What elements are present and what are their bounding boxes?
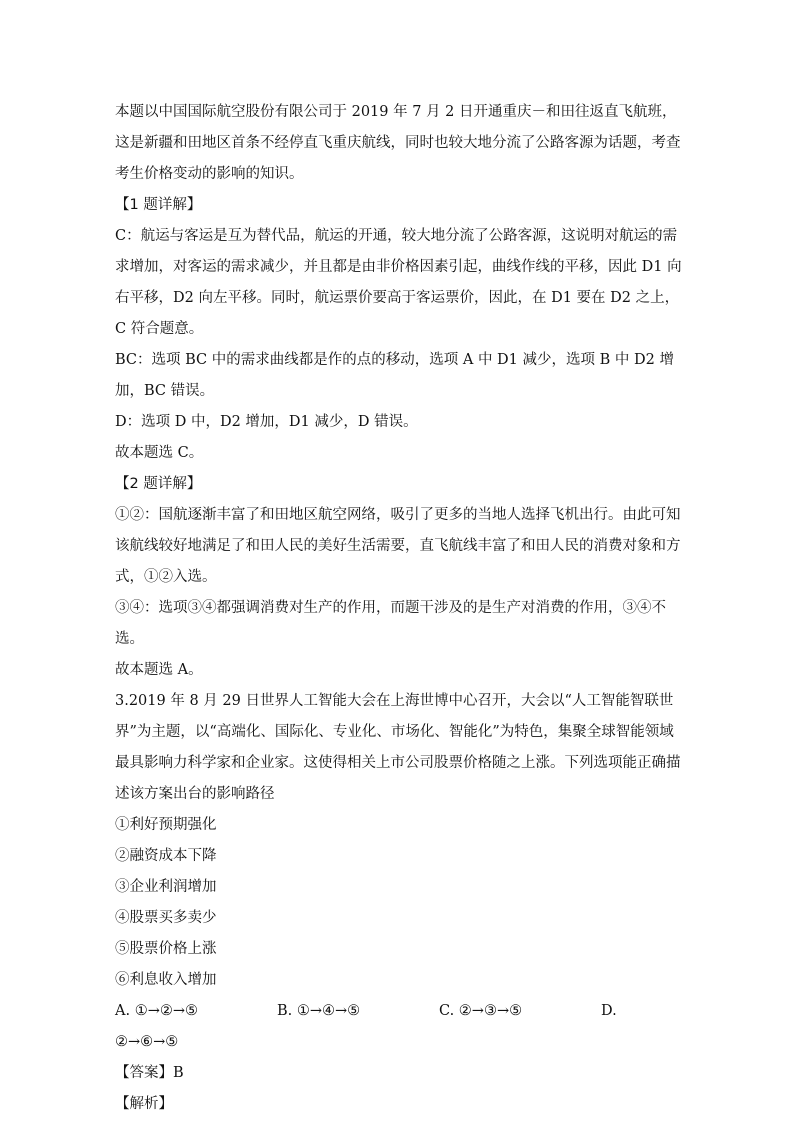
q1-paragraph-c: C：航运与客运是互为替代品，航运的开通，较大地分流了公路客源，这说明对航运的需求增加，对客运的需求减少，并且都是由非价格因素引起，曲线作线的平移，因此 D1 向右平移，D2 向左平移。同时，航运票价要高于客运票价，因此，在 D1 要在 D2 之上，C 符合题意。 bbox=[115, 228, 682, 337]
choice-c: C. ②→③→⑤ bbox=[439, 1003, 523, 1019]
q2-conclusion: 故本题选 A。 bbox=[115, 662, 203, 678]
choice-d-value: ②→⑥→⑤ bbox=[115, 1034, 179, 1050]
q3-item: ⑥利息收入增加 bbox=[115, 972, 217, 988]
q1-heading: 【1 题详解】 bbox=[115, 197, 202, 213]
q1-paragraph-bc: BC：选项 BC 中的需求曲线都是作的点的移动，选项 A 中 D1 减少，选项 B 中 D2 增加，BC 错误。 bbox=[115, 352, 674, 399]
q2-paragraph-12: ①②：国航逐渐丰富了和田地区航空网络，吸引了更多的当地人选择飞机出行。由此可知该航线较好地满足了和田人民的美好生活需要，直飞航线丰富了和田人民的消费对象和方式，①②入选。 bbox=[115, 507, 681, 585]
analysis-heading: 【解析】 bbox=[115, 1096, 173, 1112]
q3-choices bbox=[115, 996, 687, 1058]
choice-a: A. ①→②→⑤ bbox=[115, 1003, 198, 1019]
choice-d-label: D. bbox=[601, 1003, 617, 1019]
q3-item: ②融资成本下降 bbox=[115, 848, 217, 864]
q3-stem: 3.2019 年 8 月 29 日世界人工智能大会在上海世博中心召开，大会以“人工智能智联世界”为主题，以“高端化、国际化、专业化、市场化、智能化”为特色，集聚全球智能领域最具影响力科学家和企业家。这使得相关上市公司股票价格随之上涨。下列选项能正确描述该方案出台的影响路径 bbox=[115, 693, 681, 802]
document-body bbox=[115, 97, 687, 1120]
q3-item: ③企业利润增加 bbox=[115, 879, 217, 895]
answer-line bbox=[115, 1058, 687, 1089]
q3-item: ①利好预期强化 bbox=[115, 817, 217, 833]
q2-heading: 【2 题详解】 bbox=[115, 476, 202, 492]
q3-item: ⑤股票价格上涨 bbox=[115, 941, 217, 957]
q2-paragraph-34: ③④：选项③④都强调消费对生产的作用，而题干涉及的是生产对消费的作用，③④不选。 bbox=[115, 600, 666, 647]
intro-paragraph: 本题以中国国际航空股份有限公司于 2019 年 7 月 2 日开通重庆－和田往返直飞航班，这是新疆和田地区首条不经停直飞重庆航线，同时也较大地分流了公路客源为话题，考查考生价格变动的影响的知识。 bbox=[115, 104, 681, 182]
choice-b: B. ①→④→⑤ bbox=[277, 1003, 361, 1019]
q1-conclusion: 故本题选 C。 bbox=[115, 445, 204, 461]
answer-value: B bbox=[173, 1065, 184, 1081]
q1-paragraph-d: D：选项 D 中，D2 增加，D1 减少，D 错误。 bbox=[115, 414, 418, 430]
answer-heading: 【答案】 bbox=[115, 1065, 173, 1081]
q3-item: ④股票买多卖少 bbox=[115, 910, 217, 926]
